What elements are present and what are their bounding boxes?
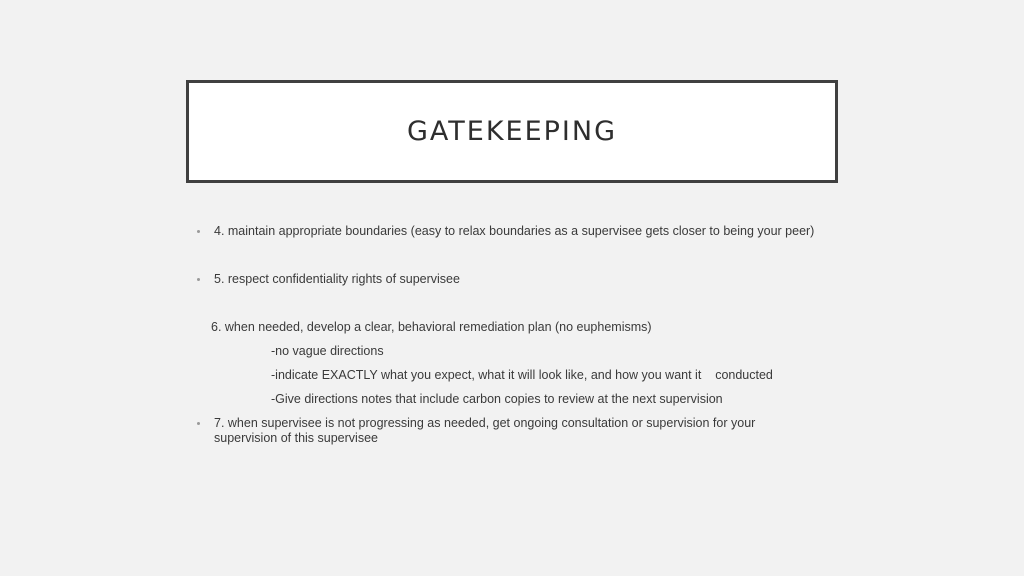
- sub-item-no-vague: -no vague directions: [271, 344, 384, 358]
- bullet-dot: [197, 278, 200, 281]
- bullet-dot: [197, 422, 200, 425]
- list-item-4: 4. maintain appropriate boundaries (easy to relax boundaries as a supervisee gets closer to being your peer): [214, 224, 815, 238]
- list-item-5: 5. respect confidentiality rights of supervisee: [214, 272, 460, 286]
- slide-title: GATEKEEPING: [406, 116, 618, 147]
- title-box: [186, 80, 838, 183]
- sub-item-give-directions: -Give directions notes that include carbon copies to review at the next supervision: [271, 392, 723, 406]
- list-item-6: 6. when needed, develop a clear, behavioral remediation plan (no euphemisms): [211, 320, 652, 334]
- sub-item-indicate-exactly: -indicate EXACTLY what you expect, what it will look like, and how you want it conducted: [271, 368, 773, 382]
- list-item-7: 7. when supervisee is not progressing as needed, get ongoing consultation or supervision for your supervision of this supervisee: [214, 416, 756, 445]
- bullet-dot: [197, 230, 200, 233]
